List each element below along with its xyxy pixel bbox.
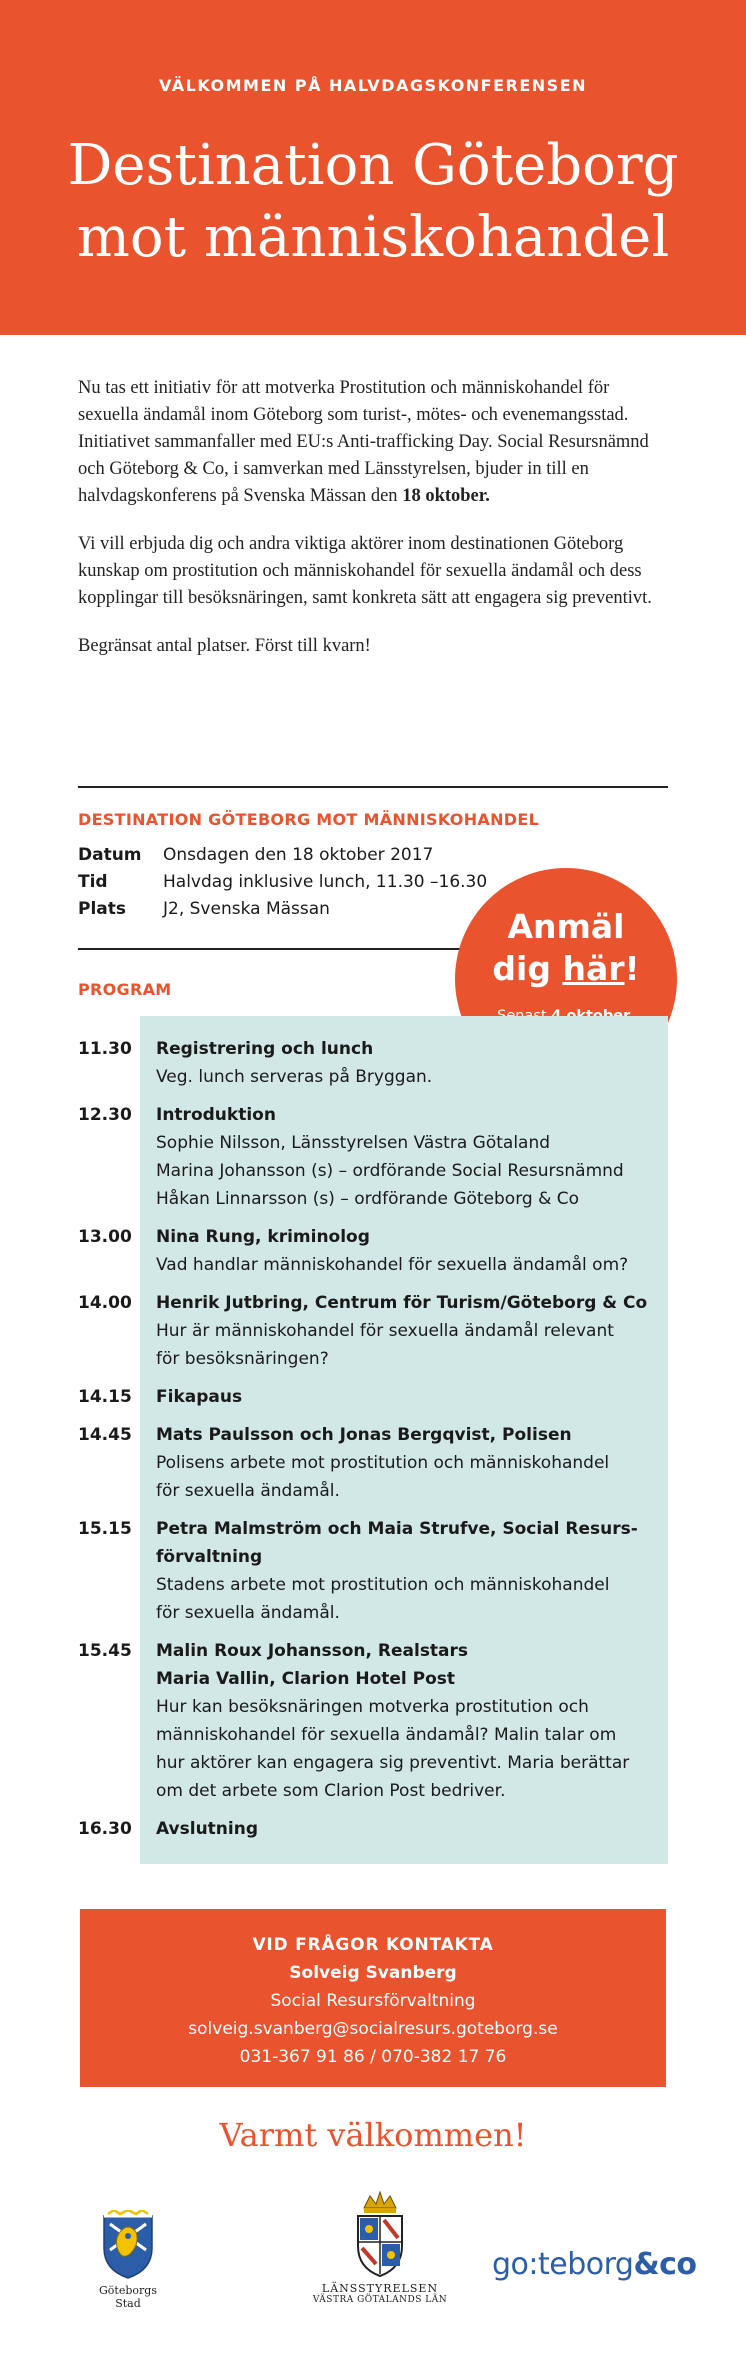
program-description: Vad handlar människohandel för sexuella ändamål om?	[156, 1255, 629, 1275]
info-row-time: Tid Halvdag inklusive lunch, 11.30 –16.30	[78, 872, 488, 892]
program-description: om det arbete som Clarion Post bedriver.	[156, 1781, 506, 1801]
header-kicker: VÄLKOMMEN PÅ HALVDAGSKONFERENSEN	[158, 76, 588, 95]
page-title	[0, 130, 746, 274]
program-time: 14.00	[78, 1293, 132, 1313]
program-title: Petra Malmström och Maia Strufve, Social Resurs-	[156, 1519, 638, 1539]
program-item	[78, 1515, 668, 1627]
lst-caption-2: VÄSTRA GÖTALANDS LÄN	[312, 2295, 448, 2305]
program-item	[78, 1421, 668, 1505]
event-info	[78, 842, 487, 923]
program-title: Maria Vallin, Clarion Hotel Post	[156, 1669, 456, 1689]
contact-email[interactable]: solveig.svanberg@socialresurs.goteborg.se	[188, 2019, 558, 2039]
divider-top	[78, 786, 668, 788]
badge-line-2: dig här!	[492, 949, 640, 988]
program-description: för sexuella ändamål.	[156, 1481, 340, 1501]
program-title: Nina Rung, kriminolog	[156, 1227, 370, 1247]
program-content	[156, 1383, 668, 1411]
program-title: Registrering och lunch	[156, 1039, 374, 1059]
program-description: Sophie Nilsson, Länsstyrelsen Västra Götaland	[156, 1133, 551, 1153]
program-content	[156, 1515, 668, 1627]
program-description: för sexuella ändamål.	[156, 1603, 340, 1623]
program-item	[78, 1223, 668, 1279]
program-description: Veg. lunch serveras på Bryggan.	[156, 1067, 433, 1087]
gco-text-b: &co	[633, 2247, 697, 2282]
goteborgs-stad-logo	[88, 2210, 168, 2310]
program-content	[156, 1101, 668, 1213]
program-title: förvaltning	[156, 1547, 263, 1567]
program-time: 14.45	[78, 1425, 132, 1445]
program-item	[78, 1383, 668, 1411]
program-description: hur aktörer kan engagera sig preventivt. Maria berättar	[156, 1753, 630, 1773]
program-list	[78, 1035, 668, 1853]
contact-name: Solveig Svanberg	[289, 1963, 457, 1983]
program-item	[78, 1101, 668, 1213]
badge-line-1: Anmäl	[507, 907, 625, 946]
contact-box	[80, 1909, 666, 2087]
info-row-place: Plats J2, Svenska Mässan	[78, 899, 330, 919]
program-content	[156, 1421, 668, 1505]
program-description: Hur är människohandel för sexuella ändamål relevant	[156, 1321, 614, 1341]
header-banner	[0, 0, 746, 335]
program-item	[78, 1637, 668, 1805]
program-time: 15.15	[78, 1519, 132, 1539]
lst-caption-1: LÄNSSTYRELSEN	[321, 2282, 439, 2295]
contact-heading: VID FRÅGOR KONTAKTA	[252, 1935, 494, 1955]
program-content	[156, 1815, 668, 1843]
program-title: Henrik Jutbring, Centrum för Turism/Göteborg & Co	[156, 1293, 648, 1313]
contact-org: Social Resursförvaltning	[270, 1991, 476, 2011]
program-description: Polisens arbete mot prostitution och människohandel	[156, 1453, 610, 1473]
program-description: Håkan Linnarsson (s) – ordförande Göteborg & Co	[156, 1189, 580, 1209]
title-line-2: mot människohandel	[76, 205, 670, 270]
goteborg-co-logo	[492, 2247, 697, 2282]
lansstyrelsen-logo	[300, 2190, 460, 2306]
intro-paragraph-3: Begränsat antal platser. Först till kvarn!	[78, 636, 371, 656]
gco-text-a: go:teborg	[492, 2247, 634, 2282]
intro-text	[78, 375, 668, 681]
title-line-1: Destination Göteborg	[67, 133, 679, 198]
program-time: 11.30	[78, 1039, 132, 1059]
intro-paragraph-1: Nu tas ett initiativ för att motverka Prostitution och människohandel för sexuella ändamål inom Göteborg som turist-, mötes- och evenemangsstad. Initiativet sammanfaller med EU:s Anti-trafficking Day. Social Resursnämnd och Göteborg & Co, i samverkan med Länsstyrelsen, bjuder in till en halvdagskonferens på Svenska Mässan den 18 oktober.	[78, 378, 649, 506]
program-content	[156, 1223, 668, 1279]
program-content	[156, 1289, 668, 1373]
goteborg-crest-icon	[100, 2210, 156, 2280]
register-link[interactable]: här	[562, 949, 625, 988]
event-heading: DESTINATION GÖTEBORG MOT MÄNNISKOHANDEL	[78, 810, 540, 829]
program-time: 12.30	[78, 1105, 132, 1125]
program-title: Avslutning	[156, 1819, 259, 1839]
goteborg-caption-2: Stad	[115, 2297, 141, 2310]
program-time: 14.15	[78, 1387, 132, 1407]
intro-date-bold: 18 oktober.	[402, 486, 490, 506]
goteborg-caption-1: Göteborgs	[99, 2284, 157, 2297]
program-description: Hur kan besöksnäringen motverka prostitution och	[156, 1697, 589, 1717]
program-item	[78, 1035, 668, 1091]
program-description: människohandel för sexuella ändamål? Malin talar om	[156, 1725, 617, 1745]
program-item	[78, 1289, 668, 1373]
program-description: Marina Johansson (s) – ordförande Social Resursnämnd	[156, 1161, 624, 1181]
program-description: Stadens arbete mot prostitution och människohandel	[156, 1575, 610, 1595]
program-content	[156, 1637, 668, 1805]
program-title: Introduktion	[156, 1105, 276, 1125]
info-row-date: Datum Onsdagen den 18 oktober 2017	[78, 845, 434, 865]
program-content	[156, 1035, 668, 1091]
divider-middle	[78, 948, 498, 950]
program-description: för besöksnäringen?	[156, 1349, 329, 1369]
program-time: 16.30	[78, 1819, 132, 1839]
program-title: Malin Roux Johansson, Realstars	[156, 1641, 469, 1661]
welcome-text: Varmt välkommen!	[219, 2116, 527, 2154]
program-title: Mats Paulsson och Jonas Bergqvist, Polisen	[156, 1425, 572, 1445]
lansstyrelsen-crest-icon	[350, 2190, 410, 2278]
intro-paragraph-2: Vi vill erbjuda dig och andra viktiga aktörer inom destinationen Göteborg kunskap om prostitution och människohandel för sexuella ändamål och dess kopplingar till besöksnäringen, samt konkreta sätt att engagera sig preventivt.	[78, 534, 652, 608]
program-time: 13.00	[78, 1227, 132, 1247]
program-heading: PROGRAM	[78, 980, 172, 999]
program-time: 15.45	[78, 1641, 132, 1661]
program-item	[78, 1815, 668, 1843]
contact-phone: 031-367 91 86 / 070-382 17 76	[239, 2047, 507, 2067]
program-title: Fikapaus	[156, 1387, 243, 1407]
